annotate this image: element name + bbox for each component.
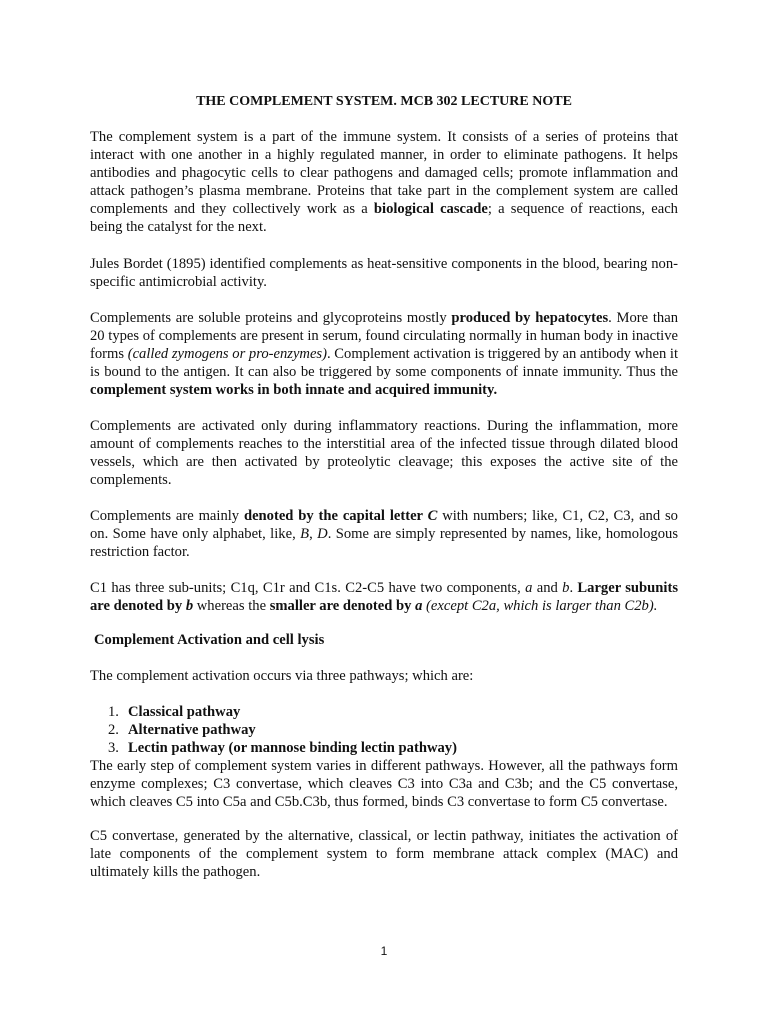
paragraph-subunits <box>90 579 678 615</box>
text: C1 has three sub-units; C1q, C1r and C1s. C2-C5 have two components, <box>90 580 526 596</box>
list-number: 3. <box>108 740 119 756</box>
italic-b: B <box>300 526 310 542</box>
text: Complements are mainly <box>90 508 244 524</box>
paragraph-convertase <box>90 757 678 811</box>
paragraph-mac <box>90 827 678 881</box>
italic-a: a <box>525 580 533 596</box>
bold-term-capital-letter: denoted by the capital letter <box>243 508 428 524</box>
bold-italic-b: b <box>185 598 194 614</box>
text: . <box>569 580 578 596</box>
page-title: THE COMPLEMENT SYSTEM. MCB 302 LECTURE NOTE <box>196 94 572 109</box>
paragraph-notation <box>90 507 678 561</box>
bold-smaller: smaller are denoted by <box>269 598 416 614</box>
text: Complements are soluble proteins and glycoproteins mostly <box>90 310 452 326</box>
bold-italic-c: C <box>427 508 438 524</box>
paragraph-pathways-intro <box>90 667 678 685</box>
bold-italic-a: a <box>415 598 423 614</box>
text: with numbers; like, C1, C2, C3, and so on. Some have only alphabet, like, <box>90 508 678 542</box>
text: , <box>309 526 318 542</box>
italic-except: (except C2a, which is larger than C2b). <box>426 598 658 614</box>
text: Jules Bordet (1895) identified complements as heat-sensitive components in the blood, bearing non-specific antimicrobial activity. <box>90 256 678 290</box>
paragraph-intro <box>90 128 678 236</box>
text: C5 convertase, generated by the alternative, classical, or lectin pathway, initiates the activation of late components of the complement system to form membrane attack complex (MAC) and ultimately kills the pathogen. <box>90 828 678 880</box>
section-heading: Complement Activation and cell lysis <box>94 632 325 648</box>
bold-larger-subunits: Larger subunits are denoted by <box>90 580 678 614</box>
text: whereas the <box>193 598 270 614</box>
text: . Complement activation is triggered by an antibody when it is bound to the antigen. It can also be triggered by some components of innate immunity. Thus the <box>90 346 679 380</box>
list-label: Lectin pathway (or mannose binding lectin pathway) <box>128 740 457 756</box>
italic-b: b <box>562 580 570 596</box>
list-label: Alternative pathway <box>128 722 256 738</box>
bold-term-innate-acquired: complement system works in both innate and acquired immunity. <box>90 382 498 398</box>
text: The early step of complement system varies in different pathways. However, all the pathways form enzyme complexes; C3 convertase, which cleaves C3 into C3a and C3b; and the C5 convertase, which cleaves C5 into C5a and C5b.C3b, thus formed, binds C3 convertase to form C5 convertase. <box>90 758 678 810</box>
bold-term-biological-cascade: biological cascade <box>373 201 488 217</box>
italic-d: D <box>317 526 328 542</box>
paragraph-bordet <box>90 255 678 291</box>
list-item <box>108 721 457 739</box>
page-number: 1 <box>380 944 388 958</box>
paragraph-hepatocytes <box>90 309 678 399</box>
italic-zymogens: (called zymogens or pro-enzymes) <box>127 346 327 362</box>
text: The complement system is a part of the immune system. It consists of a series of proteins that interact with one another in a highly regulated manner, in order to eliminate pathogens. It helps antibodies and phagocytic cells to clear pathogens and damaged cells; promote inflammation and attack pathogen’s plasma membrane. Proteins that take part in the complement system are called complements and they collectively work as a <box>90 129 678 217</box>
text: Complements are activated only during inflammatory reactions. During the inflammation, more amount of complements reaches to the interstitial area of the infected tissue through dilated blood vessels, which are then activated by proteolytic cleavage; this exposes the active site of the complements. <box>90 418 678 488</box>
text: ; a sequence of reactions, each being the catalyst for the next. <box>90 201 678 235</box>
text: The complement activation occurs via three pathways; which are: <box>90 668 474 684</box>
list-item <box>108 739 457 757</box>
list-item <box>108 703 457 721</box>
list-number: 1. <box>108 704 119 720</box>
text: . More than 20 types of complements are present in serum, found circulating normally in human body in inactive forms <box>90 310 678 362</box>
bold-term-hepatocytes: produced by hepatocytes <box>451 310 609 326</box>
list-label: Classical pathway <box>128 704 241 720</box>
text: . Some are simply represented by names, like, homologous restriction factor. <box>90 526 678 560</box>
pathway-list <box>108 703 457 757</box>
text: and <box>532 580 563 596</box>
paragraph-inflammation <box>90 417 678 489</box>
list-number: 2. <box>108 722 119 738</box>
